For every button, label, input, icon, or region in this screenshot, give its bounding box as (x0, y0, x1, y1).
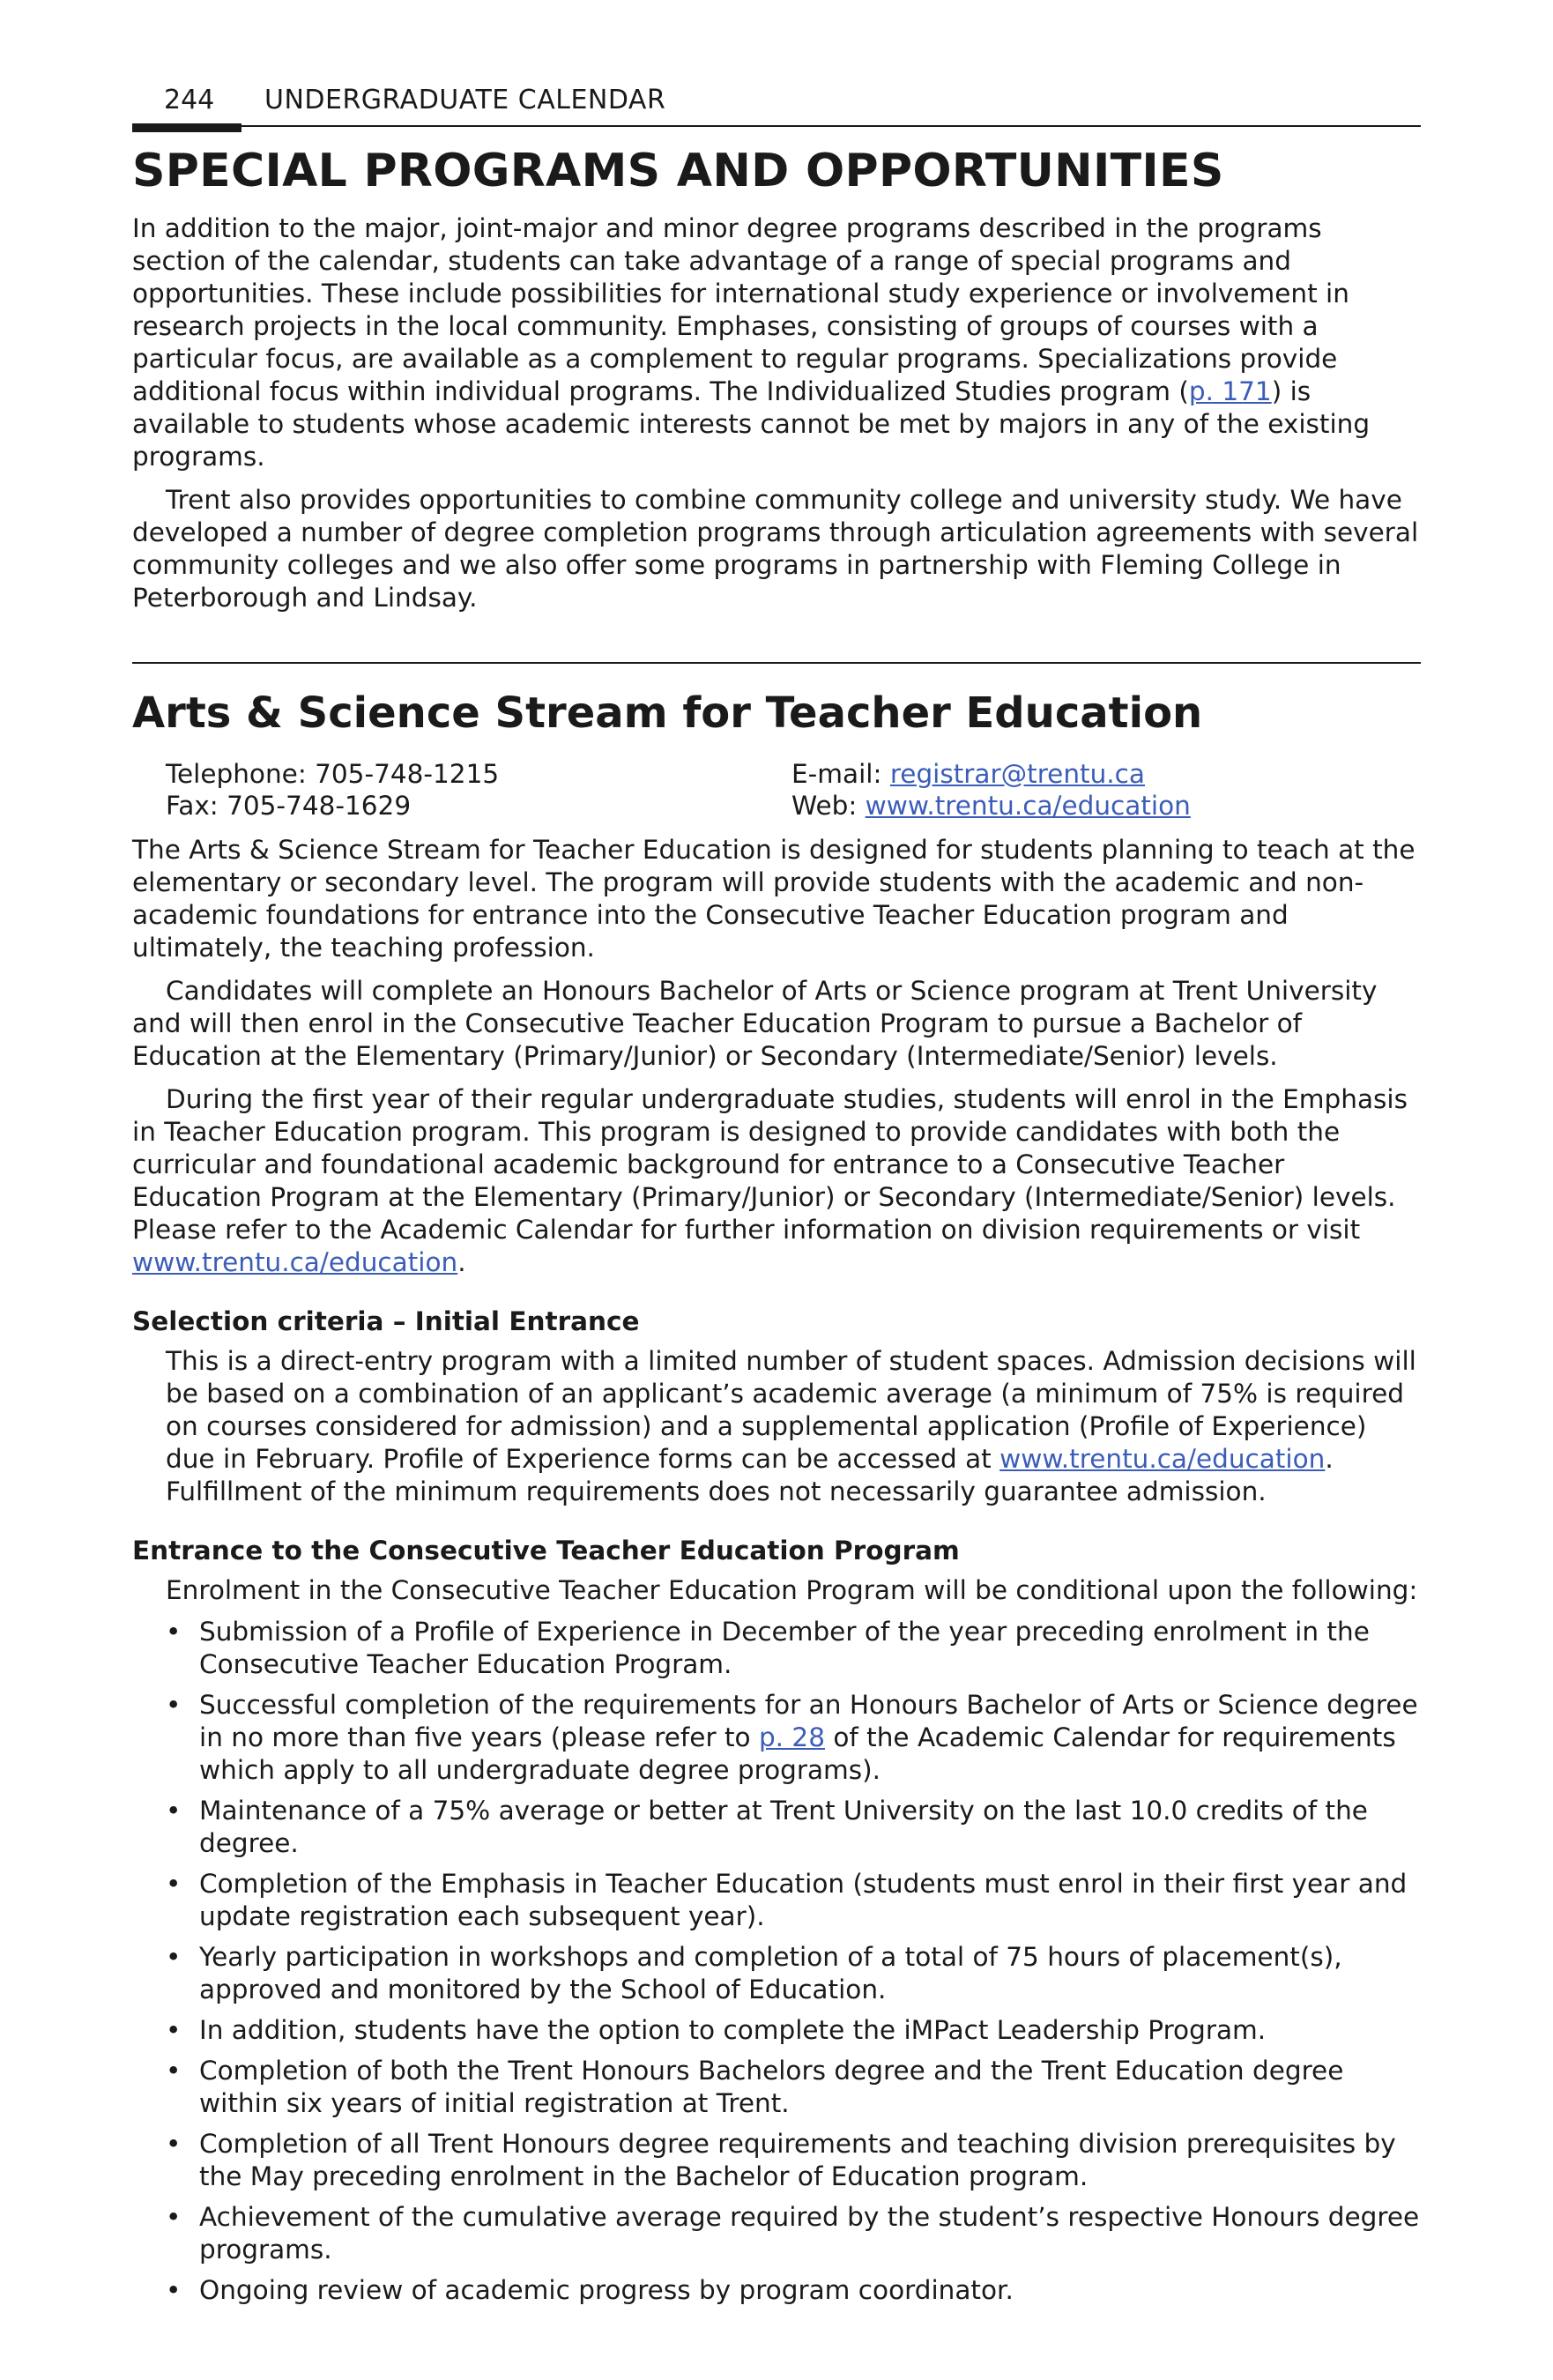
requirements-list (132, 1616, 1421, 2307)
section-paragraph-2: Candidates will complete an Honours Bachelor of Arts or Science program at Trent University and will then enrol in the Consecutive Teacher Education Program to pursue a Bachelor of Education at the Elementary (Primary/Junior) or Secondary (Intermediate/Senior) levels. (132, 975, 1378, 1071)
running-header (132, 71, 1421, 127)
list-item-text: Achievement of the cumulative average required by the student’s respective Honours degree programs. (199, 2201, 1420, 2265)
selection-text-end: . Fulfillment of the minimum requirements does not necessarily guarantee admission. (166, 1443, 1334, 1506)
bullet: • (166, 1868, 182, 1899)
contact-info (132, 758, 1421, 822)
list-item-text: Maintenance of a 75% average or better at Trent University on the last 10.0 credits of the degree. (199, 1795, 1368, 1858)
entrance-heading: Entrance to the Consecutive Teacher Education Program (132, 1535, 960, 1566)
section-paragraph-3 (132, 1083, 1421, 1279)
selection-paragraph (132, 1345, 1421, 1508)
bullet: • (166, 2014, 182, 2045)
page-number: 244 (164, 85, 215, 115)
list-item (166, 1689, 1421, 1787)
bullet: • (166, 2201, 182, 2232)
list-item-text: Completion of both the Trent Honours Bachelors degree and the Trent Education degree within six years of initial registration at Trent. (199, 2055, 1344, 2118)
list-item (166, 1941, 1421, 2006)
list-item-text: Ongoing review of academic progress by program coordinator. (199, 2274, 1014, 2305)
selection-education-link[interactable]: www.trentu.ca/education (999, 1443, 1326, 1474)
web-label: Web: (791, 790, 866, 821)
section-p3-text-end: . (457, 1246, 466, 1277)
list-item-text: Successful completion of the requirements for an Honours Bachelor of Arts or Science degree in no more than five years (please refer to (199, 1689, 1418, 1752)
intro-paragraph-1 (132, 212, 1421, 473)
page-28-link[interactable]: p. 28 (758, 1722, 825, 1752)
running-title: UNDERGRADUATE CALENDAR (264, 85, 666, 115)
list-item-text: Submission of a Profile of Experience in December of the year preceding enrolment in the Consecutive Teacher Education Program. (199, 1616, 1370, 1679)
section-p3-text: During the first year of their regular undergraduate studies, students will enrol in the Emphasis in Teacher Education program. This program is designed to provide candidates with both the curricular and foundational academic background for entrance to a Consecutive Teacher Education Program at the Elementary (Primary/Junior) or Secondary (Intermediate/Senior) levels. Please refer to the Academic Calendar for further information on division requirements or visit (132, 1083, 1408, 1245)
header-tab-mark (132, 123, 241, 132)
telephone: Telephone: 705-748-1215 (166, 758, 500, 789)
section-title: Arts & Science Stream for Teacher Education (132, 688, 1203, 739)
email-label: E-mail: (791, 758, 890, 789)
web (791, 790, 1421, 822)
list-item (166, 1616, 1421, 1681)
list-item (166, 1868, 1421, 1933)
intro-p1-text-end: ) is available to students whose academic interests cannot be met by majors in any of the existing programs. (132, 376, 1371, 472)
list-item (166, 2128, 1421, 2193)
bullet: • (166, 1616, 182, 1647)
bullet: • (166, 1795, 182, 1826)
list-item (166, 2014, 1421, 2047)
list-item (166, 1795, 1421, 1860)
email (791, 758, 1421, 790)
entrance-intro: Enrolment in the Consecutive Teacher Education Program will be conditional upon the following: (166, 1574, 1418, 1605)
list-item (166, 2055, 1421, 2120)
page-171-link[interactable]: p. 171 (1188, 376, 1272, 407)
education-link[interactable]: www.trentu.ca/education (132, 1246, 458, 1277)
bullet: • (166, 1941, 182, 1972)
section-paragraph-1: The Arts & Science Stream for Teacher Education is designed for students planning to teach at the elementary or secondary level. The program will provide students with the academic and non-academic foundations for entrance into the Consecutive Teacher Education program and ultimately, the teaching profession. (132, 834, 1416, 963)
selection-text: This is a direct-entry program with a limited number of student spaces. Admission decisions will be based on a combination of an applicant’s academic average (a minimum of 75% is required on courses considered for admission) and a supplemental application (Profile of Experience) due in February. Profile of Experience forms can be accessed at (166, 1345, 1416, 1474)
bullet: • (166, 1689, 182, 1720)
web-link[interactable]: www.trentu.ca/education (865, 790, 1191, 821)
email-link[interactable]: registrar@trentu.ca (889, 758, 1145, 789)
list-item-text: Completion of all Trent Honours degree requirements and teaching division prerequisites by the May preceding enrolment in the Bachelor of Education program. (199, 2128, 1396, 2191)
list-item-text: Yearly participation in workshops and completion of a total of 75 hours of placement(s), approved and monitored by the School of Education. (199, 1941, 1342, 2004)
intro-p1-text: In addition to the major, joint-major and minor degree programs described in the programs section of the calendar, students can take advantage of a range of special programs and opportunities. These include possibilities for international study experience or involvement in research projects in the local community. Emphases, consisting of groups of courses with a particular focus, are available as a complement to regular programs. Specializations provide additional focus within individual programs. The Individualized Studies program ( (132, 213, 1349, 407)
list-item (166, 2201, 1421, 2266)
page-title: SPECIAL PROGRAMS AND OPPORTUNITIES (132, 145, 1224, 197)
list-item-text: In addition, students have the option to complete the iMPact Leadership Program. (199, 2014, 1267, 2045)
bullet: • (166, 2128, 182, 2159)
bullet: • (166, 2055, 182, 2086)
list-item-text-end: of the Academic Calendar for requirements which apply to all undergraduate degree programs). (199, 1722, 1396, 1785)
list-item-text: Completion of the Emphasis in Teacher Education (students must enrol in their first year and update registration each subsequent year). (199, 1868, 1408, 1931)
bullet: • (166, 2274, 182, 2305)
fax: Fax: 705-748-1629 (166, 790, 412, 821)
calendar-page (132, 71, 1421, 2315)
list-item (166, 2274, 1421, 2307)
section-divider (132, 662, 1421, 664)
intro-paragraph-2: Trent also provides opportunities to combine community college and university study. We have developed a number of degree completion programs through articulation agreements with several community colleges and we also offer some programs in partnership with Fleming College in Peterborough and Lindsay. (132, 485, 1419, 614)
selection-heading: Selection criteria – Initial Entrance (132, 1305, 640, 1336)
